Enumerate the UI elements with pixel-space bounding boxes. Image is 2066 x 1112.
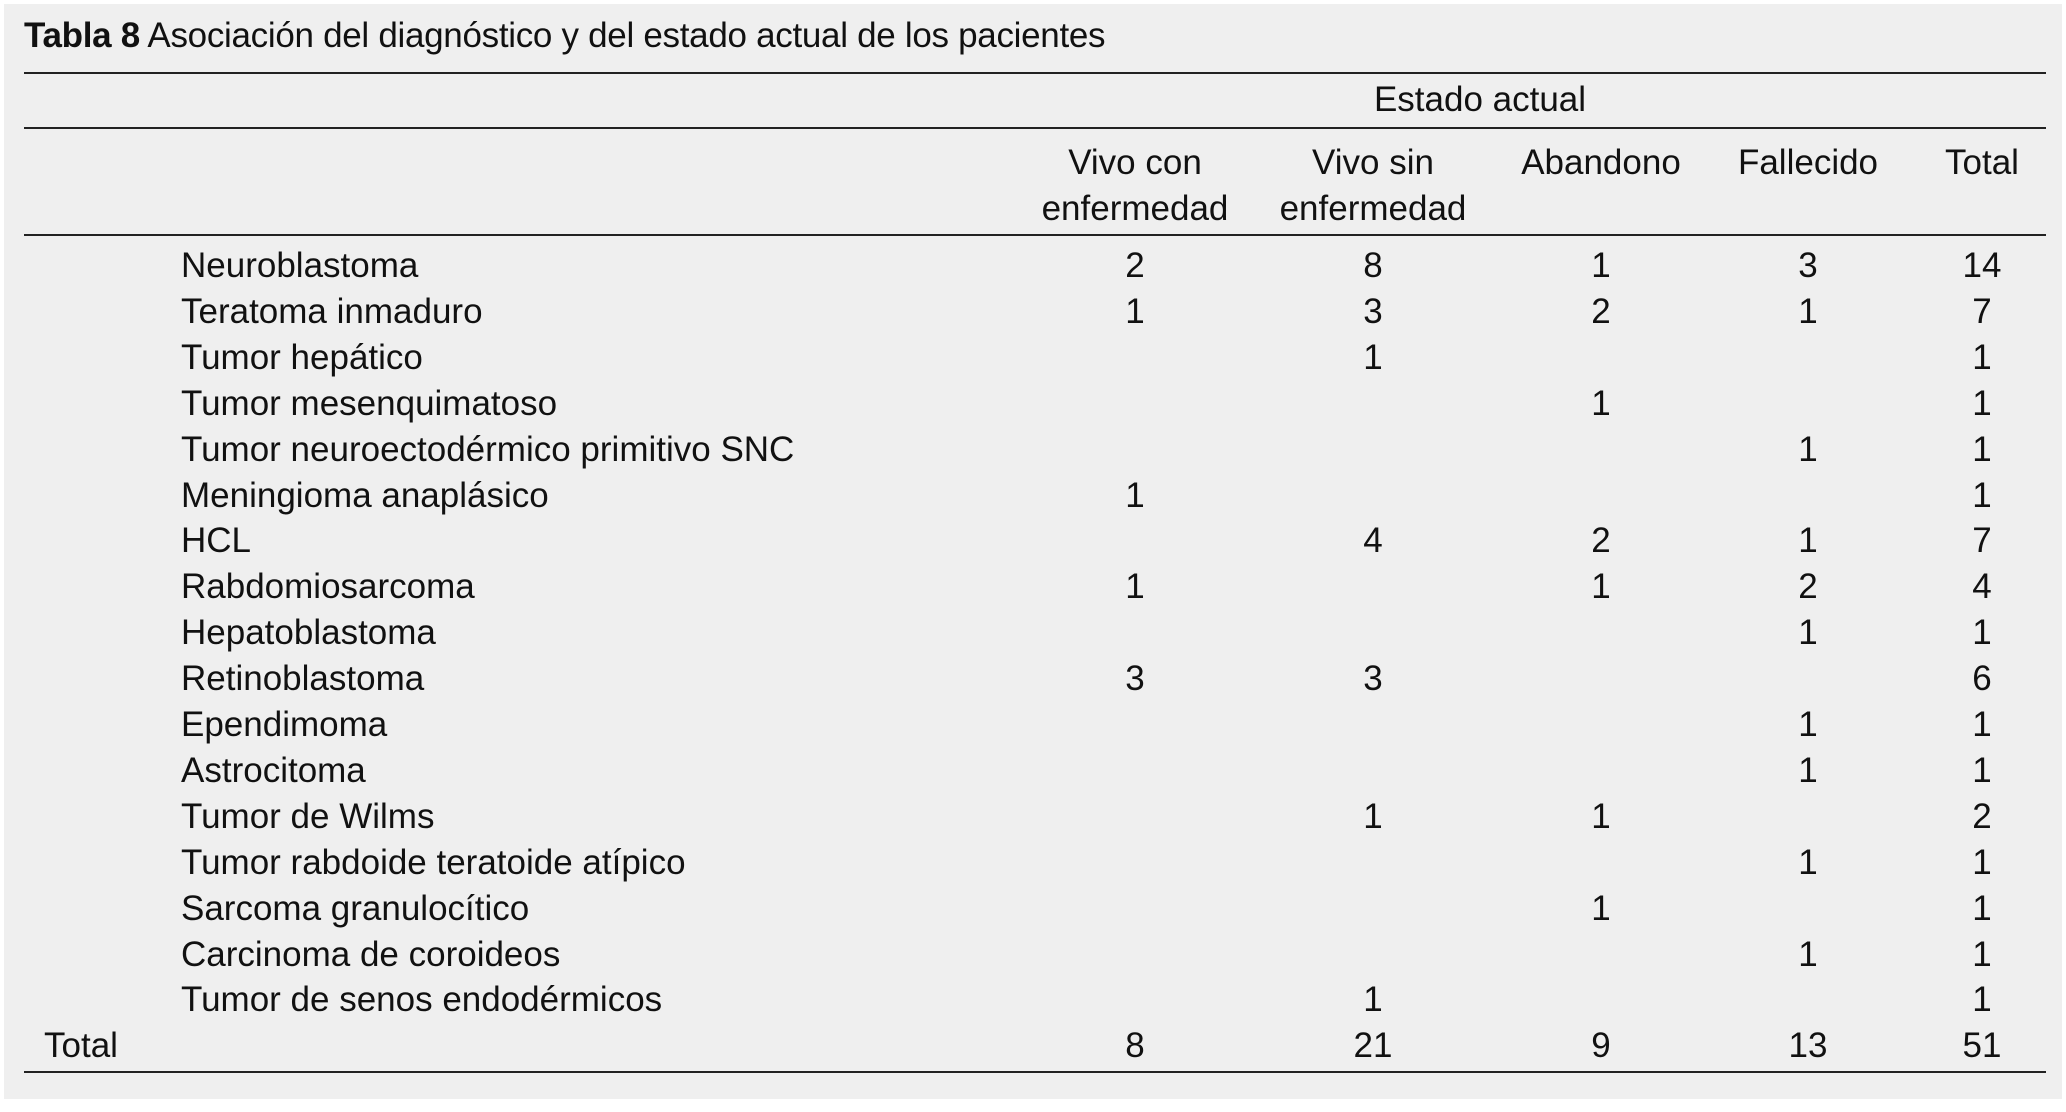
count-cell: 1 [1363, 337, 1383, 377]
column-header-fallecido: Fallecido [1737, 143, 1879, 182]
count-cell: 1 [1591, 796, 1611, 836]
count-cell: 1 [1972, 383, 1992, 423]
diagnosis-name: Ependimoma [181, 705, 388, 744]
diagnosis-name: Tumor de senos endodérmicos [181, 980, 663, 1020]
group-header-estado-actual: Estado actual [1373, 80, 1587, 119]
diagnosis-name: Tumor mesenquimatoso [181, 383, 558, 423]
diagnosis-name: Neuroblastoma [181, 246, 419, 285]
count-cell: 1 [1125, 567, 1145, 607]
count-cell: 1 [1798, 842, 1818, 882]
count-cell: 21 [1353, 1026, 1393, 1066]
count-cell: 1 [1363, 980, 1383, 1020]
table-row [0, 932, 2066, 978]
table-caption-text: Asociación del diagnóstico y del estado actual de los pacientes [147, 16, 1106, 55]
count-cell: 2 [1798, 567, 1818, 607]
column-header-total: Total [1945, 143, 2019, 182]
count-cell: 3 [1798, 246, 1818, 285]
count-cell: 7 [1972, 521, 1992, 561]
count-cell: 1 [1591, 246, 1611, 285]
count-cell: 7 [1972, 291, 1992, 331]
table-row [0, 564, 2066, 610]
column-header-vivo-con-enfermedad: Vivo con enfermedad [1041, 143, 1229, 228]
diagnosis-name: Tumor hepático [181, 337, 423, 377]
count-cell: 1 [1798, 291, 1818, 331]
table-row [0, 243, 2066, 289]
count-cell: 8 [1125, 1026, 1145, 1066]
count-cell: 1 [1125, 475, 1145, 515]
count-cell: 1 [1798, 521, 1818, 561]
count-cell: 3 [1363, 291, 1383, 331]
table-row [0, 381, 2066, 427]
table-total-row [0, 1023, 2066, 1069]
diagnosis-name: Hepatoblastoma [181, 613, 436, 653]
count-cell: 2 [1972, 796, 1992, 836]
count-cell: 1 [1972, 934, 1992, 974]
count-cell: 1 [1972, 337, 1992, 377]
count-cell: 1 [1798, 934, 1818, 974]
count-cell: 8 [1363, 246, 1383, 285]
count-cell: 1 [1798, 429, 1818, 469]
count-cell: 1 [1798, 613, 1818, 653]
count-cell: 2 [1591, 291, 1611, 331]
count-cell: 1 [1363, 796, 1383, 836]
table-row [0, 748, 2066, 794]
column-header-vivo-sin-enfermedad: Vivo sin enfermedad [1279, 143, 1467, 228]
table-row [0, 610, 2066, 656]
diagnosis-name: Tumor rabdoide teratoide atípico [181, 842, 686, 882]
count-cell: 1 [1591, 383, 1611, 423]
diagnosis-name: Teratoma inmaduro [181, 291, 483, 331]
group-header-rule [24, 127, 2046, 129]
count-cell: 4 [1363, 521, 1383, 561]
count-cell: 2 [1125, 246, 1145, 285]
table-row [0, 518, 2066, 564]
count-cell: 6 [1972, 659, 1992, 699]
header-bottom-rule [24, 234, 2046, 236]
count-cell: 1 [1972, 980, 1992, 1020]
table-row [0, 702, 2066, 748]
count-cell: 1 [1798, 705, 1818, 744]
count-cell: 13 [1788, 1026, 1828, 1066]
table-row [0, 427, 2066, 473]
count-cell: 1 [1972, 888, 1992, 928]
total-label: Total [44, 1026, 118, 1066]
table-row [0, 656, 2066, 702]
count-cell: 1 [1972, 429, 1992, 469]
diagnosis-name: Carcinoma de coroideos [181, 934, 561, 974]
diagnosis-name: Astrocitoma [181, 750, 366, 790]
bottom-rule [24, 1071, 2046, 1073]
diagnosis-name: Sarcoma granulocítico [181, 888, 530, 928]
diagnosis-name: HCL [181, 521, 252, 561]
count-cell: 1 [1972, 842, 1992, 882]
count-cell: 9 [1591, 1026, 1611, 1066]
count-cell: 1 [1972, 475, 1992, 515]
table-row [0, 473, 2066, 519]
table-row [0, 886, 2066, 932]
count-cell: 3 [1363, 659, 1383, 699]
table-row [0, 977, 2066, 1023]
diagnosis-name: Rabdomiosarcoma [181, 567, 475, 607]
count-cell: 1 [1591, 567, 1611, 607]
table-row [0, 840, 2066, 886]
table-row [0, 335, 2066, 381]
count-cell: 1 [1591, 888, 1611, 928]
count-cell: 1 [1972, 705, 1992, 744]
count-cell: 14 [1962, 246, 2002, 285]
diagnosis-name: Meningioma anaplásico [181, 475, 549, 515]
diagnosis-name: Tumor de Wilms [181, 796, 435, 836]
column-header-abandono: Abandono [1521, 143, 1681, 182]
table-row [0, 794, 2066, 840]
count-cell: 1 [1798, 750, 1818, 790]
diagnosis-name: Tumor neuroectodérmico primitivo SNC [181, 429, 795, 469]
count-cell: 4 [1972, 567, 1992, 607]
count-cell: 1 [1125, 291, 1145, 331]
table-caption [24, 14, 1105, 58]
diagnosis-name: Retinoblastoma [181, 659, 425, 699]
top-rule [24, 72, 2046, 74]
count-cell: 51 [1962, 1026, 2002, 1066]
count-cell: 3 [1125, 659, 1145, 699]
count-cell: 1 [1972, 613, 1992, 653]
table-row [0, 289, 2066, 335]
count-cell: 2 [1591, 521, 1611, 561]
count-cell: 1 [1972, 750, 1992, 790]
table-caption-label: Tabla 8 [24, 16, 140, 55]
